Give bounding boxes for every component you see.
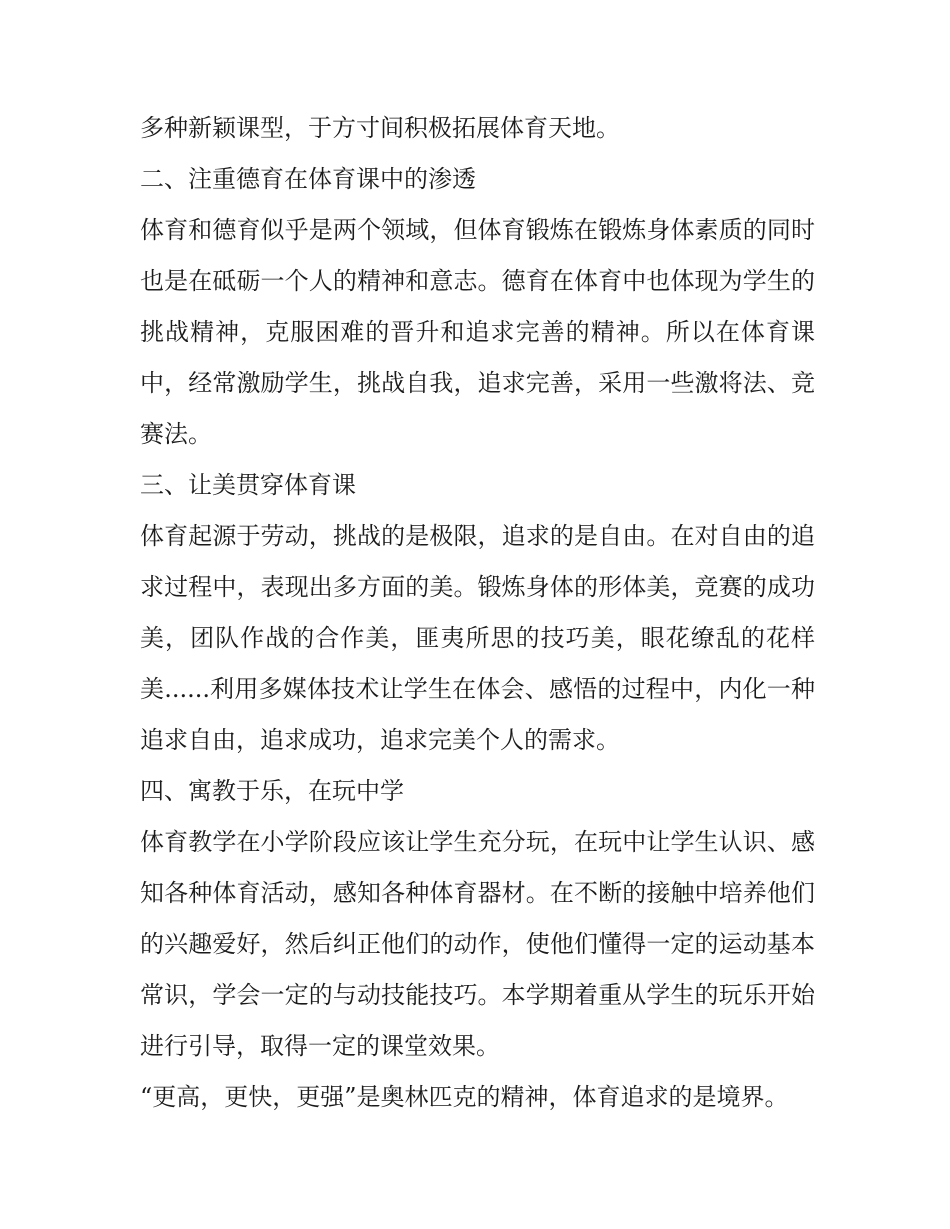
section-heading-moral-education: 二、注重德育在体育课中的渗透 bbox=[140, 165, 476, 193]
paragraph-continuation: 多种新颖课型，于方寸间积极拓展体育天地。 bbox=[140, 114, 620, 142]
section-heading-beauty: 三、让美贯穿体育课 bbox=[140, 471, 356, 499]
document-body bbox=[140, 103, 815, 1123]
paragraph-learning-through-play: 体育教学在小学阶段应该让学生充分玩，在玩中让学生认识、感知各种体育活动，感知各种体育器材。在不断的接触中培养他们的兴趣爱好，然后纠正他们的动作，使他们懂得一定的运动基本常识，学会一定的与动技能技巧。本学期着重从学生的玩乐开始进行引导，取得一定的课堂效果。 bbox=[140, 828, 815, 1060]
paragraph-olympic-spirit: “更高，更快，更强”是奥林匹克的精神，体育追求的是境界。 bbox=[140, 1083, 789, 1111]
paragraph-moral-education: 体育和德育似乎是两个领域，但体育锻炼在锻炼身体素质的同时也是在砥砺一个人的精神和意志。德育在体育中也体现为学生的挑战精神，克服困难的晋升和追求完善的精神。所以在体育课中，经常激励学生，挑战自我，追求完善，采用一些激将法、竞赛法。 bbox=[140, 216, 815, 448]
paragraph-beauty: 体育起源于劳动，挑战的是极限，追求的是自由。在对自由的追求过程中，表现出多方面的美。锻炼身体的形体美，竞赛的成功美，团队作战的合作美，匪夷所思的技巧美，眼花缭乱的花样美......利用多媒体技术让学生在体会、感悟的过程中，内化一种追求自由，追求成功，追求完美个人的需求。 bbox=[140, 522, 815, 754]
section-heading-learning-through-play: 四、寓教于乐，在玩中学 bbox=[140, 777, 404, 805]
